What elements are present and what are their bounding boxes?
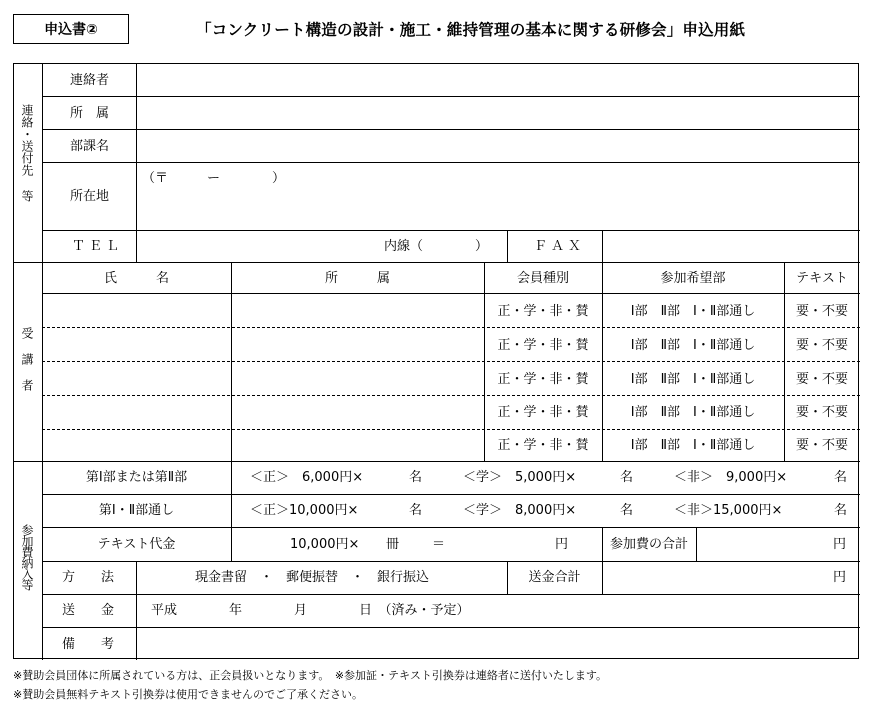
department-label: 部課名: [70, 139, 110, 154]
text-fee-equals: ＝: [432, 537, 446, 552]
row-1-text[interactable]: 要・不要: [795, 304, 848, 319]
fee-total-label: 参加費の合計: [609, 537, 688, 552]
row-5-part[interactable]: Ⅰ部 Ⅱ部 Ⅰ・Ⅱ部通し: [630, 438, 756, 453]
row-5-member-type[interactable]: 正・学・非・賛: [497, 438, 589, 453]
fee-single-student: ＜学＞ 5,000円×: [463, 470, 577, 485]
payment-method-label: 方 法: [62, 570, 115, 585]
row-2-part[interactable]: Ⅰ部 Ⅱ部 Ⅰ・Ⅱ部通し: [630, 338, 756, 353]
fee-both-parts-label: 第Ⅰ・Ⅱ部通し: [98, 503, 175, 518]
fee-single-regular: ＜正＞ 6,000円×: [250, 470, 364, 485]
row-4-text[interactable]: 要・不要: [795, 405, 848, 420]
shipping-total-yen: 円: [833, 570, 847, 585]
text-fee-unit: 冊: [386, 537, 400, 552]
remittance-date-field[interactable]: 平成 年 月 日 （済み・予定）: [151, 603, 470, 618]
header-name: 氏 名: [103, 271, 169, 286]
fee-both-regular-unit: 名: [409, 503, 423, 518]
fee-both-student-unit: 名: [620, 503, 634, 518]
fee-both-student: ＜学＞ 8,000円×: [463, 503, 577, 518]
remittance-label: 送 金: [62, 603, 115, 618]
fee-single-student-unit: 名: [620, 470, 634, 485]
payment-method-options[interactable]: 現金書留 ・ 郵便振替 ・ 銀行振込: [195, 570, 430, 585]
fee-both-nonmember-unit: 名: [834, 503, 848, 518]
fee-both-regular: ＜正＞10,000円×: [250, 503, 359, 518]
row-5-text[interactable]: 要・不要: [795, 438, 848, 453]
text-fee-price: 10,000円×: [290, 537, 360, 552]
row-1-part[interactable]: Ⅰ部 Ⅱ部 Ⅰ・Ⅱ部通し: [630, 304, 756, 319]
row-4-member-type[interactable]: 正・学・非・賛: [497, 405, 589, 420]
row-3-part[interactable]: Ⅰ部 Ⅱ部 Ⅰ・Ⅱ部通し: [630, 372, 756, 387]
row-2-member-type[interactable]: 正・学・非・賛: [497, 338, 589, 353]
affiliation-label: 所 属: [70, 106, 110, 121]
footnote-2: ※賛助会員無料テキスト引換券は使用できませんのでご了承ください。: [13, 688, 363, 701]
postal-code-field[interactable]: （〒 ー ）: [142, 171, 286, 186]
fee-both-nonmember: ＜非＞15,000円×: [674, 503, 783, 518]
fee-single-nonmember-unit: 名: [834, 470, 848, 485]
fee-total-yen: 円: [833, 537, 847, 552]
application-form-table: [13, 63, 859, 659]
fees-section-label: 参加費納入等: [20, 524, 34, 590]
address-label: 所在地: [70, 189, 110, 204]
extension-field[interactable]: 内線（ ）: [384, 239, 489, 254]
header-text: テキスト: [796, 271, 848, 286]
fax-label: ＦＡＸ: [534, 239, 586, 254]
header-affiliation: 所 属: [324, 271, 390, 286]
header-member-type: 会員種別: [516, 271, 569, 286]
remarks-label: 備 考: [62, 637, 115, 652]
text-fee-yen: 円: [555, 537, 569, 552]
text-fee-label: テキスト代金: [97, 537, 176, 552]
row-4-part[interactable]: Ⅰ部 Ⅱ部 Ⅰ・Ⅱ部通し: [630, 405, 756, 420]
row-1-member-type[interactable]: 正・学・非・賛: [497, 304, 589, 319]
contact-person-label: 連絡者: [70, 73, 110, 88]
form-number-badge: 申込書②: [13, 14, 129, 44]
fee-single-part-label: 第Ⅰ部または第Ⅱ部: [85, 470, 188, 485]
form-title: 「コンクリート構造の設計・施工・維持管理の基本に関する研修会」申込用紙: [196, 21, 746, 39]
tel-label: ＴＥＬ: [72, 239, 124, 254]
row-2-text[interactable]: 要・不要: [795, 338, 848, 353]
shipping-total-label: 送金合計: [528, 570, 581, 585]
attendees-section-label: 受 講 者: [20, 327, 34, 391]
footnote-1: ※賛助会員団体に所属されている方は、正会員扱いとなります。 ※参加証・テキスト引換券は連絡者に送付いたします。: [13, 669, 607, 682]
header-part: 参加希望部: [660, 271, 726, 286]
fee-single-regular-unit: 名: [409, 470, 423, 485]
row-3-text[interactable]: 要・不要: [795, 372, 848, 387]
fee-single-nonmember: ＜非＞ 9,000円×: [674, 470, 788, 485]
contact-section-label: 連絡・送付先 等: [20, 104, 34, 202]
row-3-member-type[interactable]: 正・学・非・賛: [497, 372, 589, 387]
